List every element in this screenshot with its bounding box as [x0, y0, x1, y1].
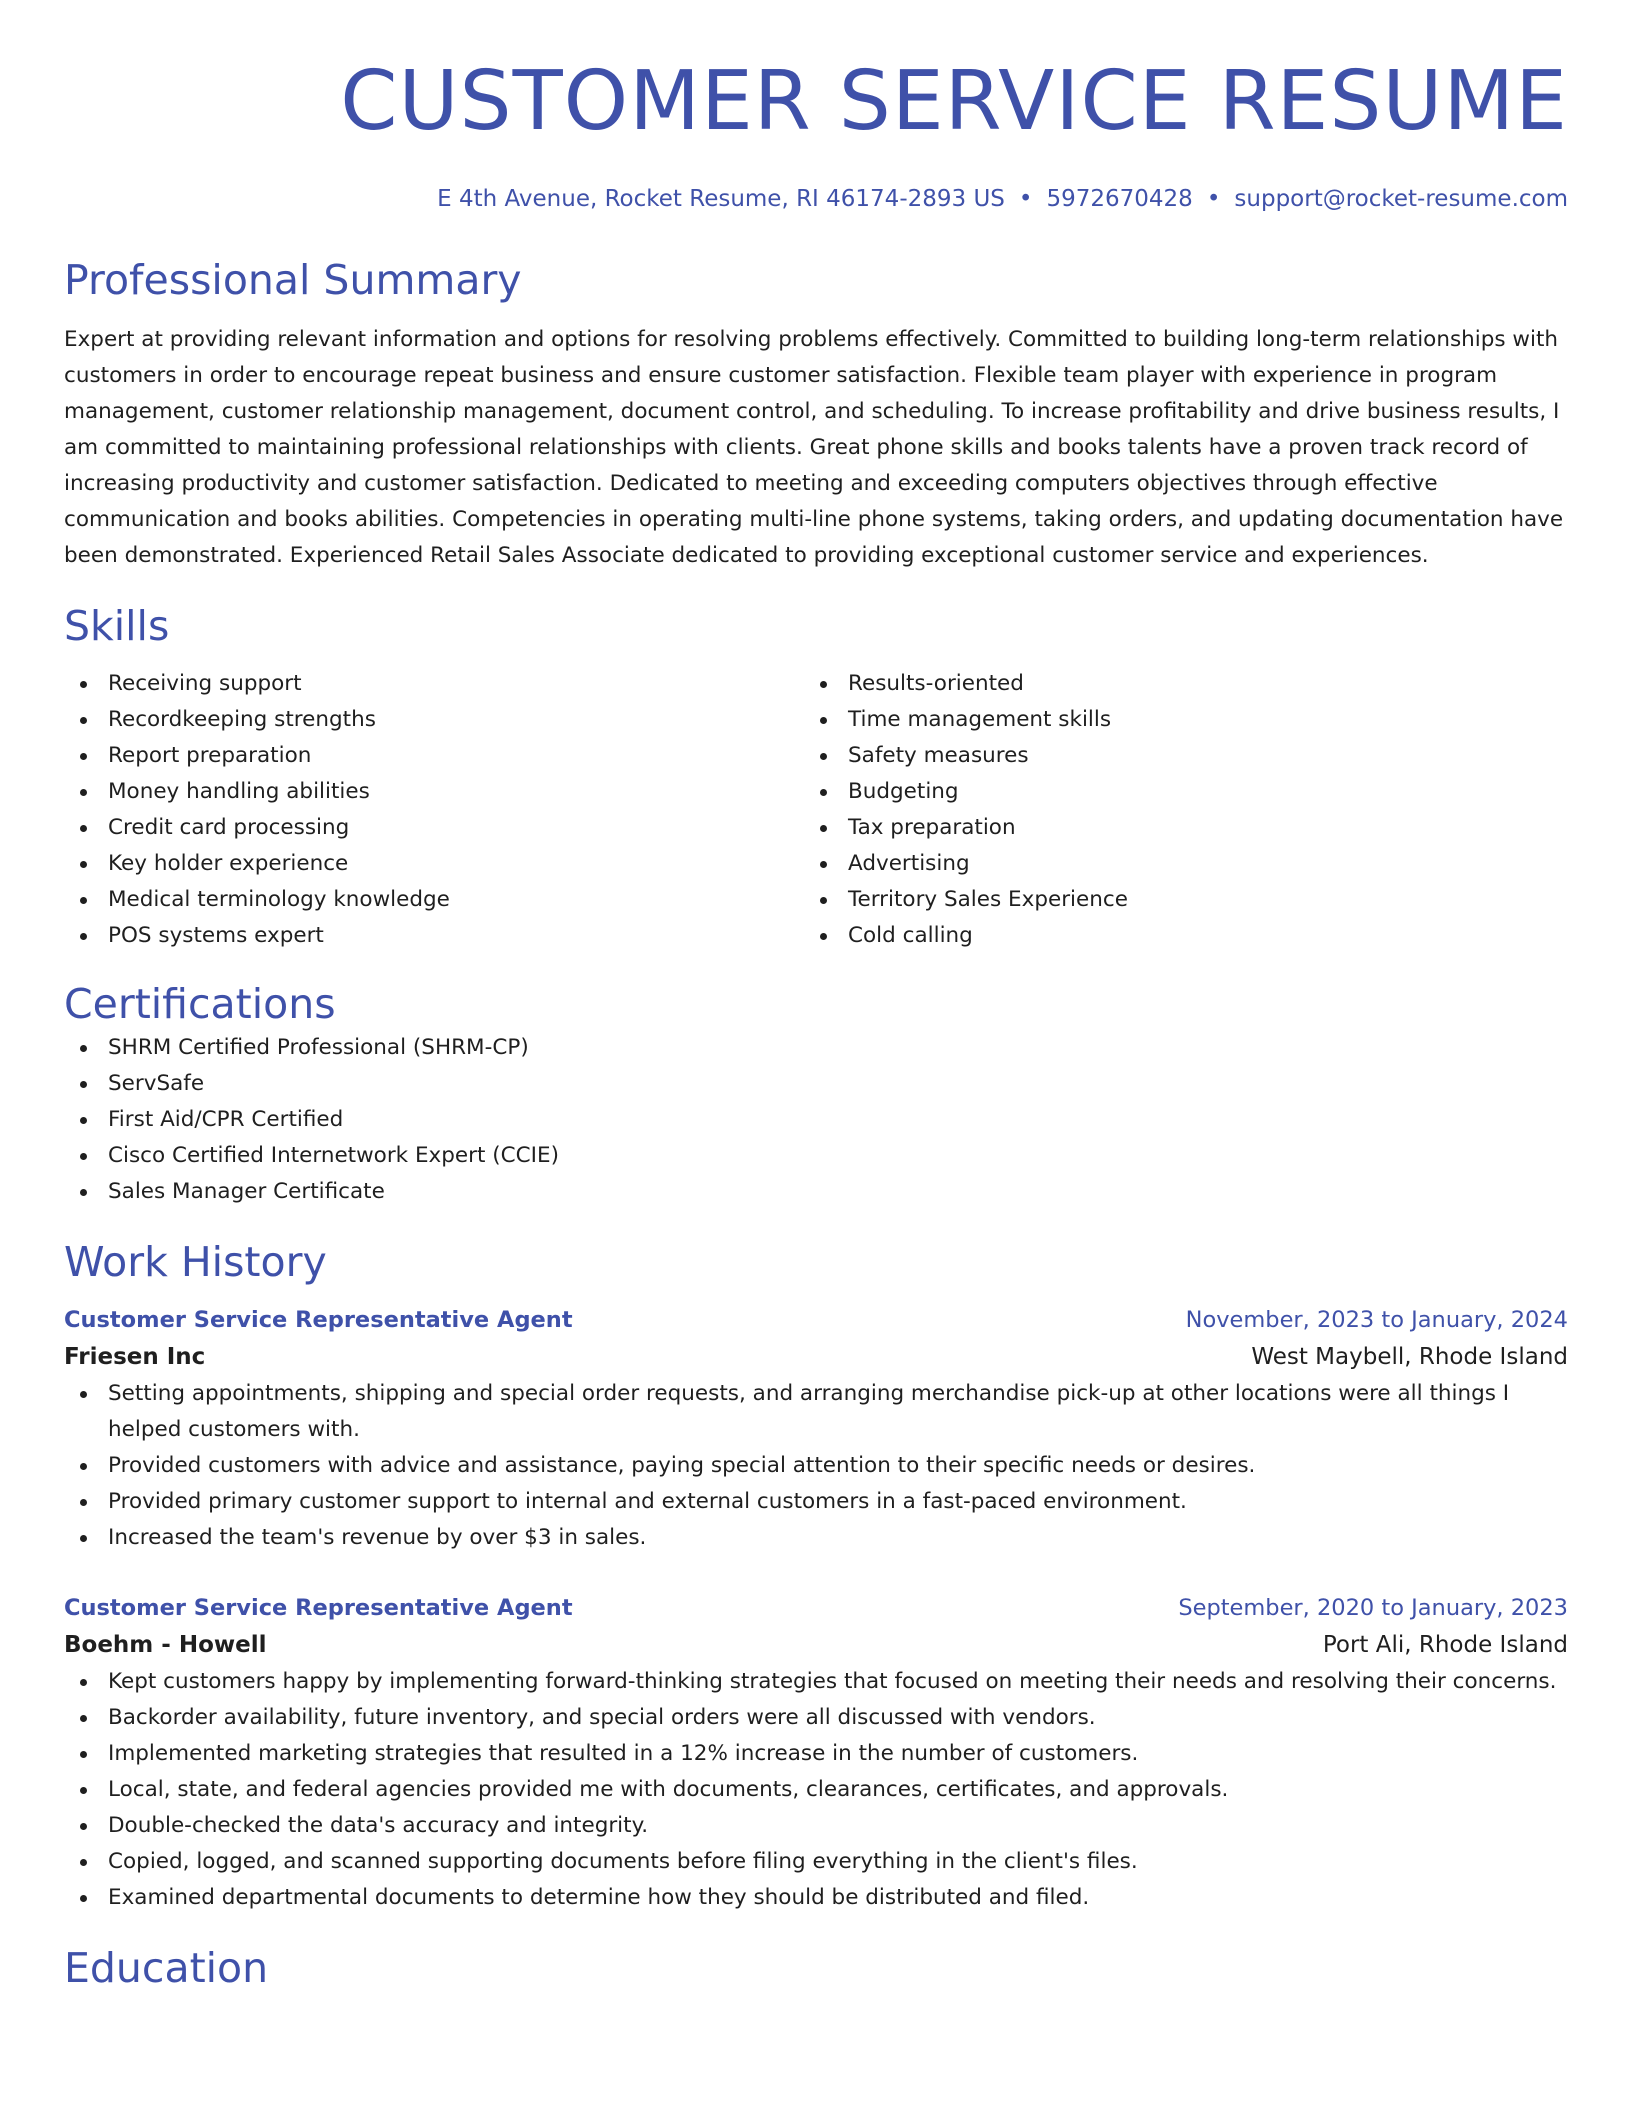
bullet-dot-icon [820, 861, 827, 868]
list-item-text: Advertising [848, 851, 970, 876]
summary-text: Expert at providing relevant information and options for resolving problems effectively. Committed to building long-term relationships with customers in order to encourage repeat business and ensure customer satisfaction. Flexible team player with experience in program management, customer relationship management, document control, and scheduling. To increase profitability and drive business results, I am committed to maintaining professional relationships with clients. Great phone skills and books talents have a proven track record of increasing productivity and customer satisfaction. Dedicated to meeting and exceeding computers objectives through effective communication and books abilities. Competencies in operating multi-line phone systems, taking orders, and updating documentation have been demonstrated. Experienced Retail Sales Associate dedicated to providing exceptional customer service and experiences. [64, 327, 1564, 568]
list-item-text: Territory Sales Experience [848, 887, 1128, 912]
list-item-text: Budgeting [848, 779, 959, 804]
skill-item [64, 702, 804, 738]
skill-item [804, 774, 1544, 810]
job-location: West Maybell, Rhode Island [1251, 1344, 1568, 1370]
list-item-text: Cold calling [848, 923, 973, 948]
job-bullet [64, 1844, 1568, 1880]
job-bullet [64, 1772, 1568, 1808]
skills-grid [64, 666, 1568, 954]
bullet-dot-icon [80, 789, 87, 796]
separator-dot: • [1206, 186, 1221, 212]
bullet-dot-icon [820, 933, 827, 940]
section-title-work-history: Work History [64, 1238, 327, 1286]
skill-item [804, 918, 1544, 954]
job-dates: September, 2020 to January, 2023 [1178, 1595, 1568, 1621]
bullet-dot-icon [80, 1823, 87, 1830]
bullet-dot-icon [820, 681, 827, 688]
skill-item [64, 810, 804, 846]
certifications-section [64, 978, 1568, 1210]
skill-item [64, 774, 804, 810]
certification-item [64, 1066, 1568, 1102]
education-section [64, 1942, 1568, 1994]
bullet-dot-icon [80, 1535, 87, 1542]
job-bullets-list [64, 1664, 1568, 1916]
summary-section [64, 254, 1568, 574]
job-dates: November, 2023 to January, 2024 [1185, 1307, 1568, 1333]
section-title-skills: Skills [64, 602, 170, 650]
job-bullet [64, 1520, 1568, 1556]
bullet-dot-icon [820, 753, 827, 760]
list-item-text: ServSafe [108, 1071, 205, 1096]
skill-item [804, 810, 1544, 846]
skill-item [804, 846, 1544, 882]
skill-item [804, 702, 1544, 738]
bullet-dot-icon [80, 1751, 87, 1758]
section-title-education: Education [64, 1944, 269, 1992]
bullet-dot-icon [80, 1787, 87, 1794]
job-bullet [64, 1448, 1568, 1484]
list-item-text: Money handling abilities [108, 779, 370, 804]
skills-section [64, 600, 1568, 954]
list-item-text: Credit card processing [108, 815, 350, 840]
job-bullet [64, 1484, 1568, 1520]
job-bullet [64, 1808, 1568, 1844]
skill-item [64, 882, 804, 918]
bullet-dot-icon [820, 789, 827, 796]
bullet-dot-icon [80, 717, 87, 724]
bullet-dot-icon [820, 717, 827, 724]
list-item-text: Backorder availability, future inventory, and special orders were all discussed with vendors. [108, 1705, 1096, 1730]
bullet-dot-icon [80, 861, 87, 868]
list-item-text: Tax preparation [848, 815, 1016, 840]
list-item-text: Increased the team's revenue by over $3 in sales. [108, 1525, 647, 1550]
bullet-dot-icon [80, 1153, 87, 1160]
job-title-row [64, 1590, 1568, 1626]
bullet-dot-icon [80, 753, 87, 760]
certification-item [64, 1174, 1568, 1210]
certification-item [64, 1102, 1568, 1138]
job-company: Friesen Inc [64, 1344, 206, 1370]
list-item-text: Report preparation [108, 743, 312, 768]
bullet-dot-icon [820, 897, 827, 904]
list-item-text: Examined departmental documents to determine how they should be distributed and filed. [108, 1885, 1090, 1910]
phone: 5972670428 [1046, 186, 1193, 212]
job-title: Customer Service Representative Agent [64, 1307, 573, 1333]
bullet-dot-icon [80, 1895, 87, 1902]
bullet-dot-icon [80, 933, 87, 940]
list-item-text: Sales Manager Certificate [108, 1179, 385, 1204]
job-company-row [64, 1626, 1568, 1664]
list-item-text: Provided customers with advice and assistance, paying special attention to their specific needs or desires. [108, 1453, 1256, 1478]
list-item-text: SHRM Certified Professional (SHRM-CP) [108, 1035, 529, 1060]
list-item-text: Cisco Certified Internetwork Expert (CCIE) [108, 1143, 559, 1168]
section-title-summary: Professional Summary [64, 256, 522, 304]
resume-title: CUSTOMER SERVICE RESUME [340, 54, 1568, 149]
bullet-dot-icon [80, 681, 87, 688]
job-title-row [64, 1302, 1568, 1338]
list-item-text: Safety measures [848, 743, 1029, 768]
list-item-text: Key holder experience [108, 851, 349, 876]
bullet-dot-icon [80, 1189, 87, 1196]
bullet-dot-icon [80, 1859, 87, 1866]
list-item-text: Provided primary customer support to internal and external customers in a fast-paced environment. [108, 1489, 1187, 1514]
bullet-dot-icon [80, 897, 87, 904]
list-item-text: Medical terminology knowledge [108, 887, 450, 912]
job-entry [64, 1302, 1568, 1556]
contact-line [64, 184, 1568, 214]
list-item-text: Setting appointments, shipping and special order requests, and arranging merchandise pick-up at other locations were all things I helped customers with. [108, 1381, 1510, 1442]
list-item-text: Implemented marketing strategies that resulted in a 12% increase in the number of customers. [108, 1741, 1139, 1766]
skills-column-left [64, 666, 804, 954]
skill-item [64, 666, 804, 702]
bullet-dot-icon [80, 1679, 87, 1686]
work-history-section [64, 1236, 1568, 1916]
bullet-dot-icon [80, 1463, 87, 1470]
list-item-text: Kept customers happy by implementing forward-thinking strategies that focused on meeting their needs and resolving their concerns. [108, 1669, 1557, 1694]
job-location: Port Ali, Rhode Island [1322, 1632, 1568, 1658]
list-item-text: Receiving support [108, 671, 302, 696]
bullet-dot-icon [820, 825, 827, 832]
separator-dot: • [1018, 186, 1033, 212]
list-item-text: Results-oriented [848, 671, 1024, 696]
skill-item [64, 846, 804, 882]
list-item-text: Double-checked the data's accuracy and integrity. [108, 1813, 649, 1838]
section-title-certifications: Certifications [64, 980, 336, 1028]
resume-header [64, 52, 1568, 214]
job-bullet [64, 1700, 1568, 1736]
list-item-text: Time management skills [848, 707, 1112, 732]
job-bullet [64, 1736, 1568, 1772]
list-item-text: Copied, logged, and scanned supporting documents before filing everything in the client's files. [108, 1849, 1138, 1874]
job-bullets-list [64, 1376, 1568, 1556]
skill-item [804, 666, 1544, 702]
bullet-dot-icon [80, 1117, 87, 1124]
certification-item [64, 1030, 1568, 1066]
job-title: Customer Service Representative Agent [64, 1595, 573, 1621]
skills-list-left [64, 666, 804, 954]
certification-item [64, 1138, 1568, 1174]
job-company-row [64, 1338, 1568, 1376]
address: E 4th Avenue, Rocket Resume, RI 46174-2893 US [437, 186, 1005, 212]
job-bullet [64, 1376, 1568, 1448]
skill-item [804, 882, 1544, 918]
skill-item [804, 738, 1544, 774]
bullet-dot-icon [80, 1715, 87, 1722]
skills-column-right [804, 666, 1544, 954]
list-item-text: Recordkeeping strengths [108, 707, 376, 732]
skill-item [64, 738, 804, 774]
job-entry [64, 1590, 1568, 1916]
bullet-dot-icon [80, 1081, 87, 1088]
list-item-text: First Aid/CPR Certified [108, 1107, 344, 1132]
list-item-text: POS systems expert [108, 923, 324, 948]
list-item-text: Local, state, and federal agencies provided me with documents, clearances, certificates, and approvals. [108, 1777, 1229, 1802]
jobs-container [64, 1302, 1568, 1916]
job-company: Boehm - Howell [64, 1632, 267, 1658]
job-bullet [64, 1664, 1568, 1700]
email: support@rocket-resume.com [1234, 186, 1568, 212]
bullet-dot-icon [80, 825, 87, 832]
bullet-dot-icon [80, 1499, 87, 1506]
skills-list-right [804, 666, 1544, 954]
bullet-dot-icon [80, 1391, 87, 1398]
skill-item [64, 918, 804, 954]
job-bullet [64, 1880, 1568, 1916]
certifications-list [64, 1030, 1568, 1210]
bullet-dot-icon [80, 1045, 87, 1052]
